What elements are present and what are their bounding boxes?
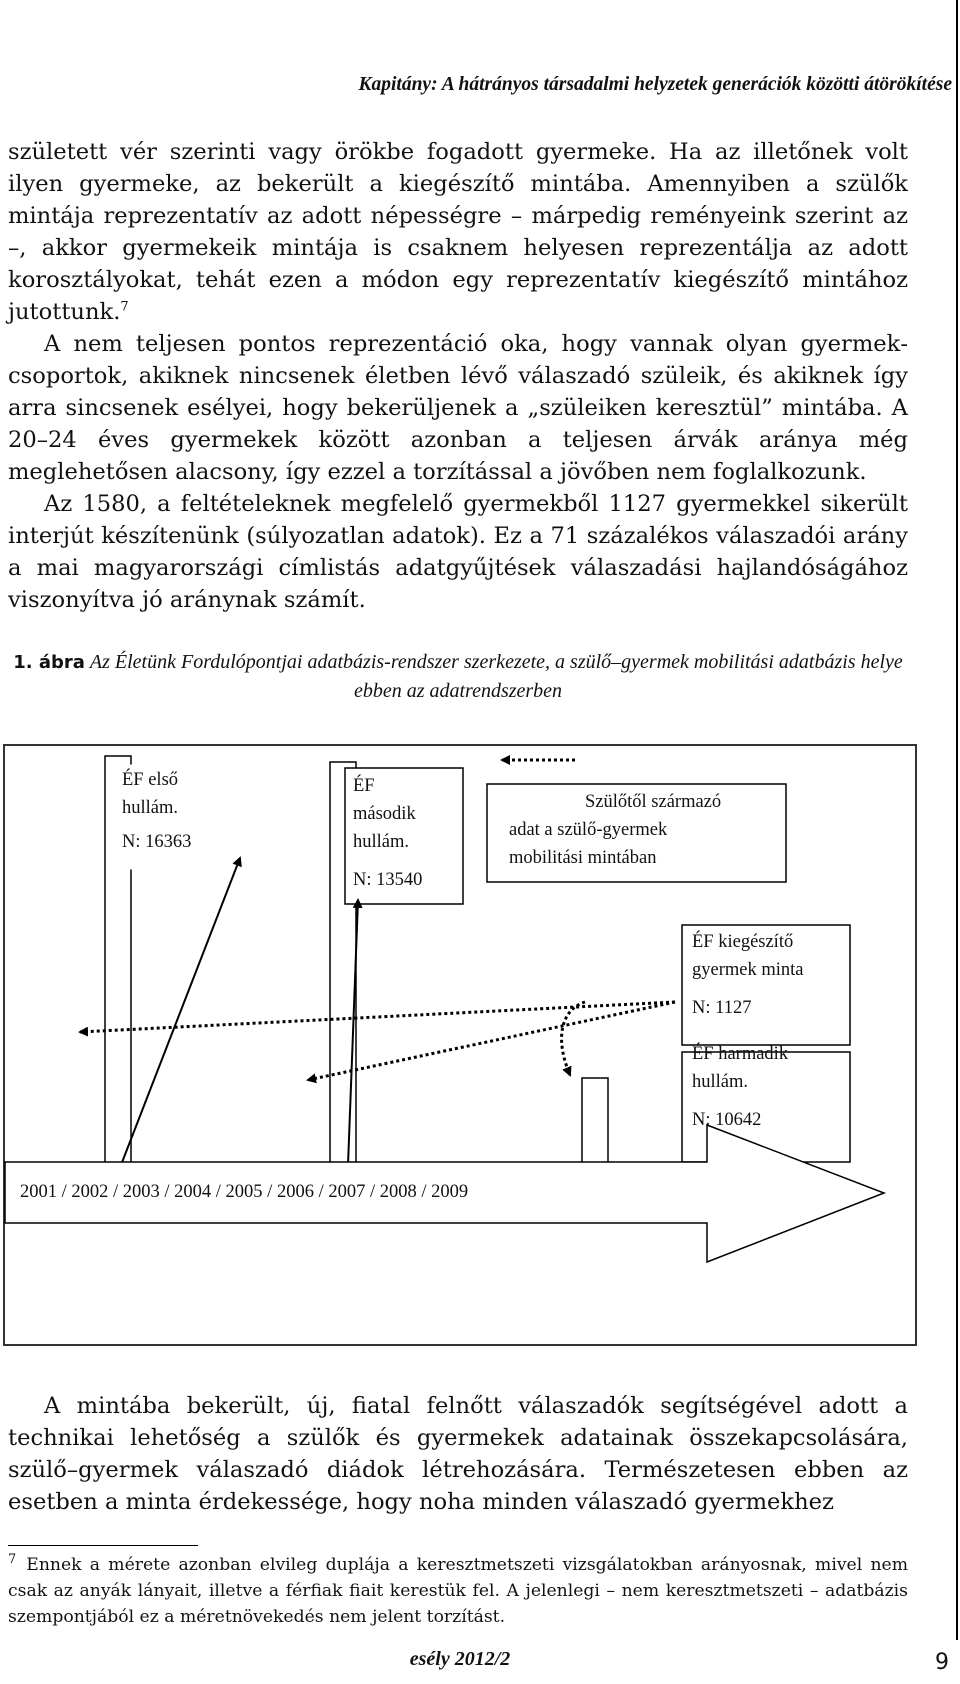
note-line2: adat a szülő-gyermek <box>509 820 668 840</box>
footnote-number: 7 <box>8 1552 17 1568</box>
wave1-label <box>122 766 191 856</box>
paragraph-4: A mintába bekerült, új, fiatal felnőtt válaszadók segítségével adott a technikai lehetőség a szülők és gyermekek adatainak összekapcsolására, szülő–gyermek válaszadó diádok létrehozására. Természetesen ebben az esetben a minta érdekessége, hogy noha minden válaszadó gyermekhez <box>8 1393 908 1515</box>
dotted-arrow-wave1 <box>80 1002 675 1032</box>
wave3-label <box>692 1040 788 1134</box>
wave3-line2: hullám. <box>692 1072 749 1092</box>
wave2-label <box>353 772 422 894</box>
wave1-line1: ÉF első <box>122 770 179 790</box>
timeline-label: 2001 / 2002 / 2003 / 2004 / 2005 / 2006 / 2007 / 2008 / 2009 <box>20 1182 469 1202</box>
wave3-n: N: 10642 <box>692 1110 762 1130</box>
wave2-line1: ÉF <box>353 776 375 796</box>
intro-text <box>8 136 908 616</box>
running-header: Kapitány: A hátrányos társadalmi helyzetek generációk közötti átörökítése <box>358 74 952 95</box>
child-sample-line2: gyermek minta <box>692 960 804 980</box>
child-sample-n: N: 1127 <box>692 998 752 1018</box>
paragraph-2: A nem teljesen pontos reprezentáció oka, hogy vannak olyan gyermekcsoportok, akiknek nincsenek életben lévő válaszadó szüleik, és akiknek így arra sincsenek esélyei, hogy bekerüljenek a „szüleiken keresztül” mintába. A 20–24 éves gyermekek között azonban a teljesen árvák aránya még meglehetősen alacsony, így ezzel a torzítással a jövőben nem foglalkozunk. <box>8 331 908 485</box>
wave3-column <box>582 1078 608 1172</box>
footnote-text: Ennek a mérete azonban elvileg duplája a keresztmetszeti vizsgálatokban arányosnak, mivel nem csak az anyák lányait, illetve a férfiak fiait kerestük fel. A jelenlegi – nem keresztmetszeti – adatbázis szempontjából ez a méretnövekedés nem jelent torzítást. <box>8 1555 908 1627</box>
wave2-n: N: 13540 <box>353 870 423 890</box>
footnote <box>8 1552 908 1630</box>
child-sample-line1: ÉF kiegészítő <box>692 932 794 952</box>
paragraph-3: Az 1580, a feltételeknek megfelelő gyermekből 1127 gyermekkel sikerült interjút készítenünk (súlyozatlan adatok). Ez a 71 százalékos válaszadói arány a mai magyarországi címlistás adatgyűjtések válaszadási hajlandóságához viszonyítva jó aránynak számít. <box>8 491 908 613</box>
figure-caption <box>8 648 908 705</box>
figure-diagram <box>0 740 920 1350</box>
page-number: 9 <box>935 1650 949 1675</box>
figure-title: Az Életünk Fordulópontjai adatbázis-rendszer szerkezete, a szülő–gyermek mobilitási adatbázis helye ebben az adatrendszerben <box>89 651 903 702</box>
paragraph-1 <box>8 136 908 328</box>
wave2-line3: hullám. <box>353 832 410 852</box>
page-edge-rule <box>956 0 958 1640</box>
outro-text <box>8 1390 908 1518</box>
wave2-line2: második <box>353 804 416 824</box>
wave3-line1: ÉF harmadik <box>692 1044 789 1064</box>
wave1-line2: hullám. <box>122 798 179 818</box>
footnote-ref[interactable]: 7 <box>120 299 129 315</box>
wave1-link-arrow <box>121 858 240 1165</box>
note-line3: mobilitási mintában <box>509 848 657 868</box>
dotted-curve-arrow <box>562 1002 585 1075</box>
paragraph-1-text: született vér szerinti vagy örökbe fogadott gyermeke. Ha az illetőnek volt ilyen gyermeke, az bekerült a kiegészítő mintába. Amennyiben a szülők mintája reprezentatív az adott népességre – márpedig reményeink szerint az –, akkor gyermekeik mintája is csaknem helyesen reprezentálja az adott korosztályokat, tehát ezen a módon egy reprezentatív kiegészítő mintához jutottunk. <box>8 139 908 325</box>
journal-footer: esély 2012/2 <box>409 1648 511 1670</box>
dotted-arrow-wave2 <box>308 1002 675 1080</box>
child-sample-label <box>692 928 803 1022</box>
figure-number: 1. ábra <box>13 652 85 673</box>
note-label <box>509 788 721 872</box>
note-line1: Szülőtől származó <box>585 792 722 812</box>
footnote-divider <box>8 1545 198 1546</box>
wave1-n: N: 16363 <box>122 832 192 852</box>
